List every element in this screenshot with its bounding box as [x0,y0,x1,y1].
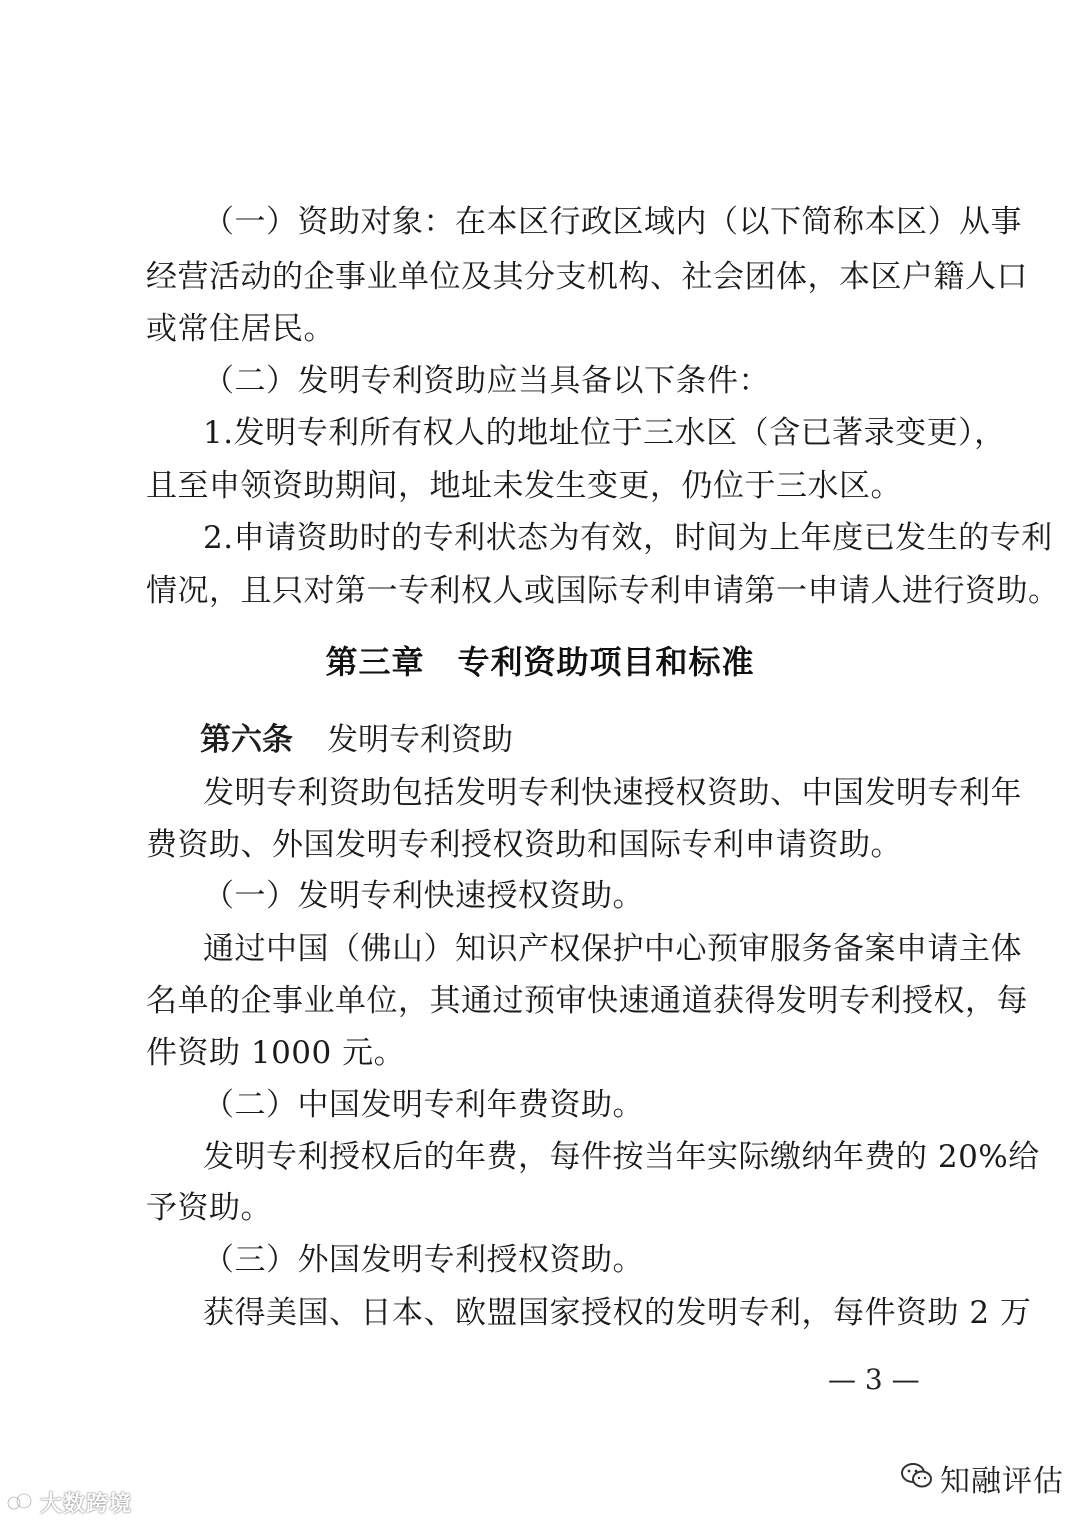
text-line: 1.发明专利所有权人的地址位于三水区（含已著录变更）， [203,415,1006,451]
text-line: 2.申请资助时的专利状态为有效，时间为上年度已发生的专利 [203,520,1053,556]
article-title: 发明专利资助 [327,722,513,758]
watermark-left-text: 大数跨境 [40,1491,133,1517]
text-line: 发明专利授权后的年费，每件按当年实际缴纳年费的 20%给 [203,1139,1040,1175]
text-line: 情况，且只对第一专利权人或国际专利申请第一申请人进行资助。 [146,573,1060,609]
watermark-right [900,1458,1064,1498]
text-line: 或常住居民。 [146,311,335,347]
chapter-heading: 第三章 专利资助项目和标准 [325,643,755,681]
text-line: 件资助 1000 元。 [146,1035,406,1071]
text-line: （三）外国发明专利授权资助。 [203,1242,644,1278]
text-line: （一）资助对象：在本区行政区域内（以下简称本区）从事 [203,204,1022,240]
text-line: 经营活动的企事业单位及其分支机构、社会团体，本区户籍人口 [146,259,1028,295]
text-line: （一）发明专利快速授权资助。 [203,878,644,914]
wechat-icon [900,1461,934,1495]
text-line: （二）中国发明专利年费资助。 [203,1087,644,1123]
text-line: 费资助、外国发明专利授权资助和国际专利申请资助。 [146,827,902,863]
text-line: （二）发明专利资助应当具备以下条件： [203,363,770,399]
cloud-logo-icon [6,1491,34,1513]
text-line: 名单的企事业单位，其通过预审快速通道获得发明专利授权，每 [146,983,1028,1019]
watermark-left [6,1486,132,1518]
text-line: 通过中国（佛山）知识产权保护中心预审服务备案申请主体 [203,931,1022,967]
text-line: 获得美国、日本、欧盟国家授权的发明专利，每件资助 2 万 [203,1295,1032,1331]
text-line: 予资助。 [146,1190,272,1226]
page-number: — 3 — [828,1363,920,1396]
text-line: 发明专利资助包括发明专利快速授权资助、中国发明专利年 [203,775,1022,811]
text-line: 且至申领资助期间，地址未发生变更，仍位于三水区。 [146,468,902,504]
watermark-right-text: 知融评估 [940,1464,1064,1499]
article-heading [200,720,513,760]
article-number: 第六条 [200,722,293,758]
